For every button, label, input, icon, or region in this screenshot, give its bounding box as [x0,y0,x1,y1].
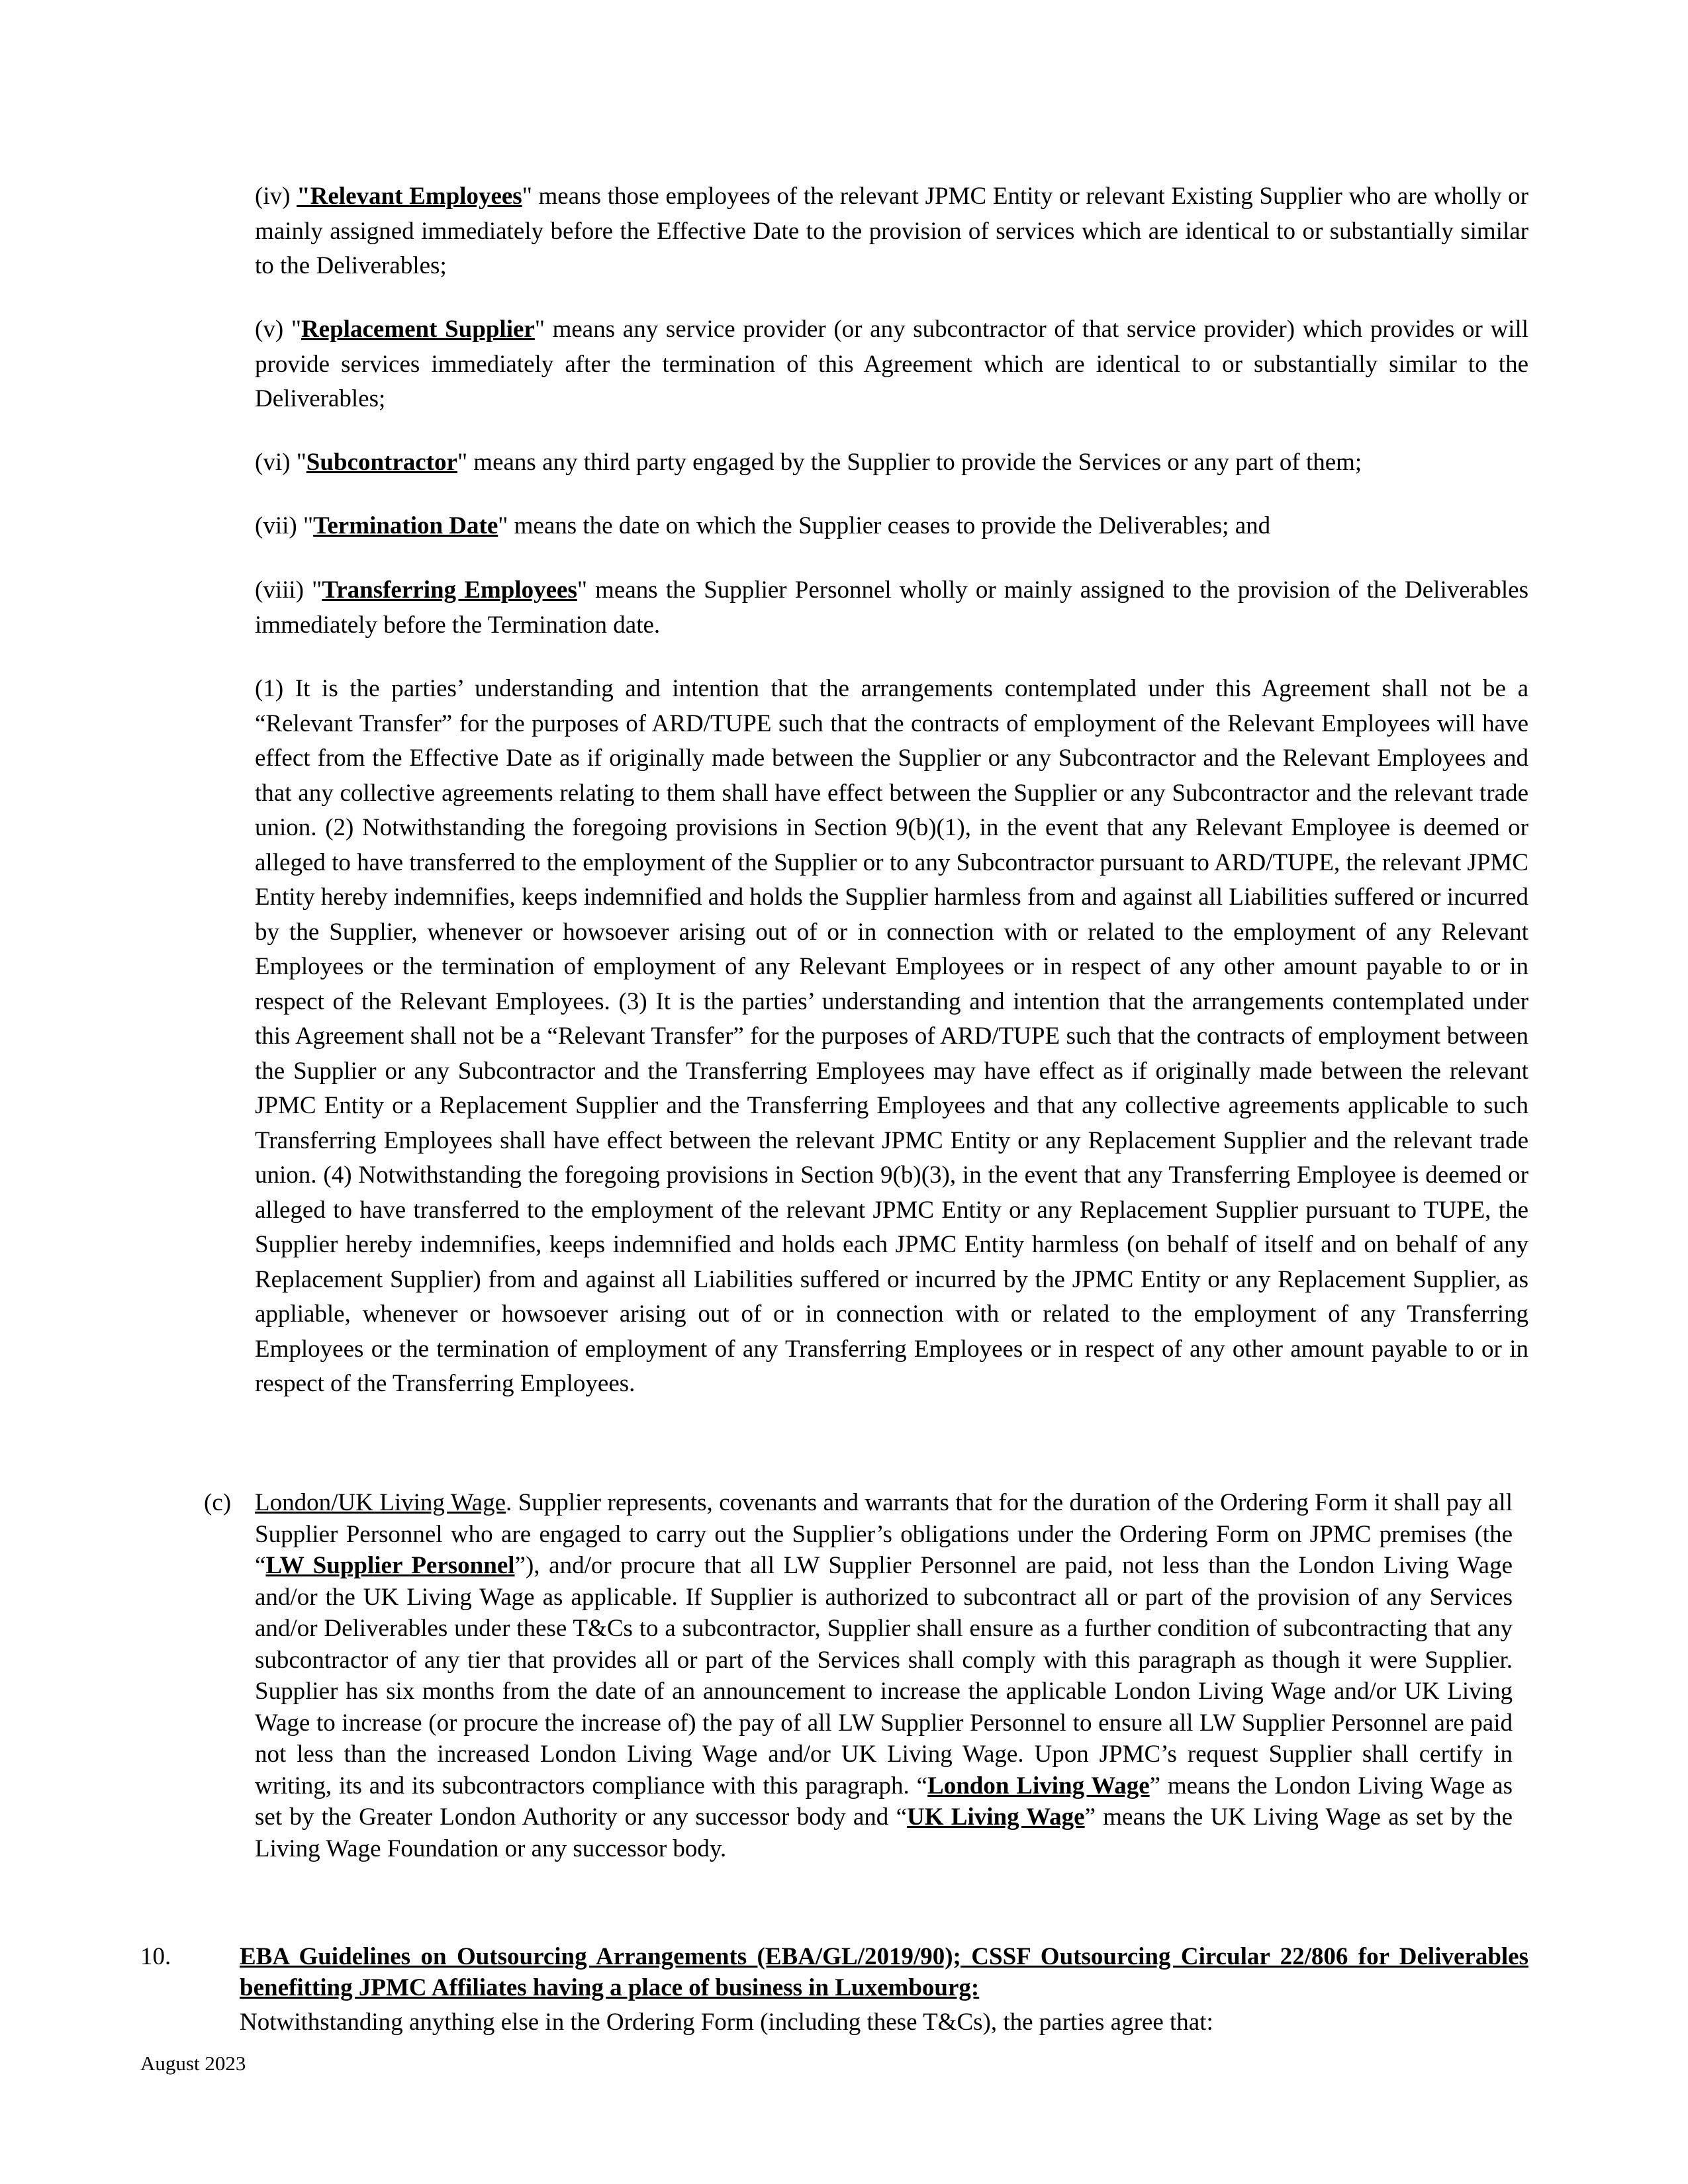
definition-text: " means any service provider (or any subcontractor of that service provider) which provides or will provide services immediately after the termination of this Agreement which are identical to or substantially similar to the Deliverables; [255,316,1529,412]
definition-relevant-employees [255,179,1528,284]
section-heading: EBA Guidelines on Outsourcing Arrangements (EBA/GL/2019/90); CSSF Outsourcing Circular 22/806 for Deliverables benefitting JPMC Affiliates having a place of business in Luxembourg: [240,1943,1528,2001]
section-number: 10. [140,1943,171,1970]
definition-subcontractor [255,445,1528,480]
definition-prefix: (viii) [255,576,312,604]
defined-term: "Relevant Employees [297,183,522,210]
section-body: Notwithstanding anything else in the Ordering Form (including these T&Cs), the parties agree that: [240,2009,1213,2036]
definition-text: " means the date on which the Supplier ceases to provide the Deliverables; and [498,512,1271,539]
definition-prefix: (vi) [255,449,297,476]
defined-term: Termination Date [313,512,498,539]
clause-text: . Supplier represents, covenants and warrants that for the duration of the Ordering Form it shall pay all Supplier Personnel who are engaged to carry out the Supplier’s obligations under the Ordering Form on JPMC premises (the “ [255,1489,1513,1579]
clause-text: ” means the UK Living Wage as set by the Living Wage Foundation or any successor body. [255,1803,1513,1862]
defined-term: Replacement Supplier [301,316,535,343]
definition-prefix: (v) [255,316,291,343]
clause-text: ”), and/or procure that all LW Supplier Personnel are paid, not less than the London Living Wage and/or the UK Living Wage as applicable. If Supplier is authorized to subcontract all or part of the provision of any Services and/or Deliverables under these T&Cs to a subcontractor, Supplier shall ensure as a further condition of subcontracting that any subcontractor of any tier that provides all or part of the Services shall comply with this paragraph as though it were Supplier. Supplier has six months from the date of an announcement to increase the applicable London Living Wage and/or UK Living Wage to increase (or procure the increase of) the pay of all LW Supplier Personnel to ensure all LW Supplier Personnel are paid not less than the increased London Living Wage and/or UK Living Wage. Upon JPMC’s request Supplier shall certify in writing, its and its subcontractors compliance with this paragraph. “ [255,1552,1513,1799]
definition-open-quote: " [312,576,322,604]
defined-term: London Living Wage [927,1772,1150,1799]
definition-text: " means the Supplier Personnel wholly or mainly assigned to the provision of the Deliverables immediately before the Termination date. [255,576,1529,639]
definition-open-quote: " [303,512,314,539]
definition-text: " means any third party engaged by the Supplier to provide the Services or any part of them; [457,449,1362,476]
definition-open-quote: " [296,449,306,476]
living-wage-paragraph [255,1487,1513,1864]
definition-text: " means those employees of the relevant JPMC Entity or relevant Existing Supplier who are wholly or mainly assigned immediately before the Effective Date to the provision of services which are identical to or substantially similar to the Deliverables; [255,183,1528,279]
clause-text: ” means the London Living Wage as set by the Greater London Authority or any successor body and “ [255,1772,1513,1831]
page-footer-date: August 2023 [140,2052,246,2075]
definition-termination-date [255,509,1528,544]
defined-term: Transferring Employees [322,576,577,604]
clause-heading: London/UK Living Wage [255,1489,506,1516]
defined-term: LW Supplier Personnel [265,1552,515,1579]
definition-replacement-supplier [255,312,1528,417]
definition-prefix: (iv) [255,183,297,210]
clause-label-c: (c) [204,1489,232,1516]
defined-term: UK Living Wage [907,1803,1085,1831]
definition-open-quote: " [291,316,301,343]
definition-transferring-employees [255,573,1528,643]
defined-term: Subcontractor [306,449,457,476]
transfer-paragraph: (1) It is the parties’ understanding and intention that the arrangements contemplated under this Agreement shall not be a “Relevant Transfer” for the purposes of ARD/TUPE such that the contracts of employment of the Relevant Employees will have effect from the Effective Date as if originally made between the Supplier or any Subcontractor and the Relevant Employees and that any collective agreements relating to them shall have effect between the Supplier or any Subcontractor and the relevant trade union. (2) Notwithstanding the foregoing provisions in Section 9(b)(1), in the event that any Relevant Employee is deemed or alleged to have transferred to the employment of the Supplier or to any Subcontractor pursuant to ARD/TUPE, the relevant JPMC Entity hereby indemnifies, keeps indemnified and holds the Supplier harmless from and against all Liabilities suffered or incurred by the Supplier, whenever or howsoever arising out of or in connection with or related to the employment of any Relevant Employees or the termination of employment of any Relevant Employees or in respect of any other amount payable to or in respect of the Relevant Employees. (3) It is the parties’ understanding and intention that the arrangements contemplated under this Agreement shall not be a “Relevant Transfer” for the purposes of ARD/TUPE such that the contracts of employment between the Supplier or any Subcontractor and the Transferring Employees may have effect as if originally made between the relevant JPMC Entity or a Replacement Supplier and the Transferring Employees and that any collective agreements applicable to such Transferring Employees shall have effect between the relevant JPMC Entity or any Replacement Supplier and the relevant trade union. (4) Notwithstanding the foregoing provisions in Section 9(b)(3), in the event that any Transferring Employee is deemed or alleged to have transferred to the employment of the relevant JPMC Entity or any Replacement Supplier pursuant to TUPE, the Supplier hereby indemnifies, keeps indemnified and holds each JPMC Entity harmless (on behalf of itself and on behalf of any Replacement Supplier) from and against all Liabilities suffered or incurred by the JPMC Entity or any Replacement Supplier, as appliable, whenever or howsoever arising out of or in connection with or related to the employment of any Transferring Employees or the termination of employment of any Transferring Employees or in respect of any other amount payable to or in respect of the Transferring Employees. [255,675,1528,1397]
definition-prefix: (vii) [255,512,303,539]
